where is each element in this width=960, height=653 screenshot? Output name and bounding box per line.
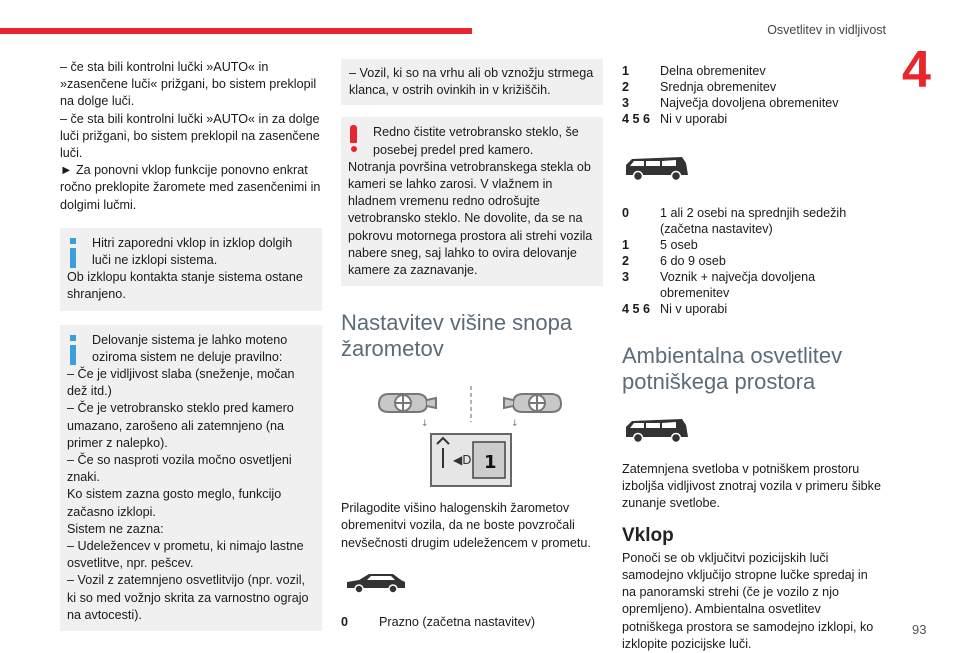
paragraph: Zatemnjena svetloba v potniškem prostoru izboljša vidljivost znotraj vozila v primeru šibke zunanje svetlobe.: [622, 462, 881, 511]
info-note-continued: [341, 59, 603, 105]
paragraph: Ponoči se ob vključitvi pozicijskih luči samodejno vključijo stropne lučke spredaj in na panoramski strehi (če je vozilo z njo opremljeno). Ambientalna osvetlitev potniškega prostora se samodejno izklopi, ko izklopite pozicijske luči.: [622, 550, 874, 651]
list-item: 2 6 do 9 oseb: [622, 254, 726, 268]
paragraph: – če sta bili kontrolni lučki »AUTO« in za dolge luči prižgani, bo sistem preklopil na zasenčene luči.: [60, 111, 320, 161]
passenger-list: [622, 205, 884, 317]
svg-text:↓: ↓: [421, 419, 429, 430]
note-body: Notranja površina vetrobranskega stekla ob kameri se lahko zarosi. V vlažnem in hladnem vremenu redno odrošujte vetrobransko steklo. Ne dovolite, da se na pokrovu motornega prostora ali strehi vozila nabere sneg, saj lahko to ovira delovanje kamere za zaznavanje.: [348, 159, 593, 278]
list-item: [341, 614, 603, 630]
note-body: Ob izklopu kontakta stanje sistema ostane shranjeno.: [67, 270, 303, 302]
note-lead: Redno čistite vetrobransko steklo, še posebej predel pred kamero.: [373, 125, 579, 157]
headlamp-adjust-illustration: [341, 376, 603, 488]
load-list: [622, 63, 884, 127]
subsection-title: Vklop: [622, 524, 674, 546]
van-icon: [622, 415, 692, 445]
section-title: Ambientalna osvetlitev potniškega prostora: [622, 343, 843, 394]
svg-text:↓: ↓: [511, 419, 519, 430]
note-line: – Udeležencev v prometu, ki nimajo lastne osvetlitve, npr. pešcev.: [67, 539, 304, 571]
column-middle: [341, 59, 603, 630]
note-line: – Če je vetrobransko steklo pred kamero umazano, zarošeno ali zatemnjeno (na primer z nalepko).: [67, 401, 294, 450]
note-line: – Vozil, ki so na vrhu ali ob vznožju strmega klanca, v ostrih ovinkih in v križiščih.: [349, 66, 594, 98]
list-item: 3 Največja dovoljena obremenitev: [622, 96, 839, 110]
list-item: 0 1 ali 2 osebi na sprednjih sedežih (začetna nastavitev): [622, 206, 847, 236]
list-key: 0: [341, 614, 349, 629]
van-icon: [622, 153, 692, 183]
paragraph: – če sta bili kontrolni lučki »AUTO« in »zasenčene luči« prižgani, bo sistem preklopil na dolge luči.: [60, 60, 317, 109]
list-value: Prazno (začetna nastavitev): [379, 614, 536, 629]
svg-text:◀D: ◀D: [453, 453, 472, 468]
note-line: Sistem ne zazna:: [67, 521, 164, 536]
column-left: [60, 59, 322, 631]
info-note: [60, 325, 322, 631]
page-header-title: Osvetlitev in vidljivost: [767, 23, 886, 37]
note-lead: Hitri zaporedni vklop in izklop dolgih luči ne izklopi sistema.: [92, 235, 293, 268]
paragraph: Prilagodite višino halogenskih žarometov obremenitvi vozila, da ne boste povzročali nevšečnosti drugim udeležencem v prometu.: [341, 501, 591, 550]
note-line: – Vozil z zatemnjeno osvetlitvijo (npr. vozil, ki so med vožnjo skrita za varnostno ograjo na avtocesti).: [67, 573, 309, 622]
note-line: Ko sistem zazna gosto meglo, funkcijo začasno izklopi.: [67, 487, 282, 519]
note-line: – Če je vidljivost slaba (sneženje, močan dež itd.): [67, 367, 295, 399]
headlamp-dial-label: 1: [484, 452, 497, 474]
steering-wheel-icon: [504, 394, 561, 412]
list-item: 3 Voznik + največja dovoljena obremenitev: [622, 270, 816, 300]
list-item: 1 Delna obremenitev: [622, 64, 766, 78]
note-lead: Delovanje sistema je lahko moteno oziroma sistem ne deluje pravilno:: [92, 332, 288, 364]
column-right: [622, 63, 884, 653]
car-icon: [341, 570, 411, 596]
info-icon: [70, 335, 76, 365]
info-note: [60, 228, 322, 311]
info-icon: [70, 238, 76, 268]
paragraph: ► Za ponovni vklop funkcije ponovno enkrat ročno preklopite žaromete med zasenčenimi in dolgimi lučmi.: [60, 163, 321, 212]
list-item: 4 5 6 Ni v uporabi: [622, 302, 728, 316]
page-number: 93: [912, 622, 927, 637]
chapter-number: 4: [902, 41, 931, 99]
section-title: Nastavitev višine snopa žarometov: [341, 310, 573, 362]
list-item: 2 Srednja obremenitev: [622, 80, 777, 94]
header-accent-bar: [0, 28, 472, 34]
list-item: 1 5 oseb: [622, 238, 698, 252]
warning-note: [341, 117, 603, 286]
note-line: – Če so nasproti vozila močno osvetljeni znaki.: [67, 453, 292, 485]
warning-icon: [350, 125, 358, 153]
steering-wheel-icon: [379, 394, 436, 412]
list-item: 4 5 6 Ni v uporabi: [622, 112, 728, 126]
